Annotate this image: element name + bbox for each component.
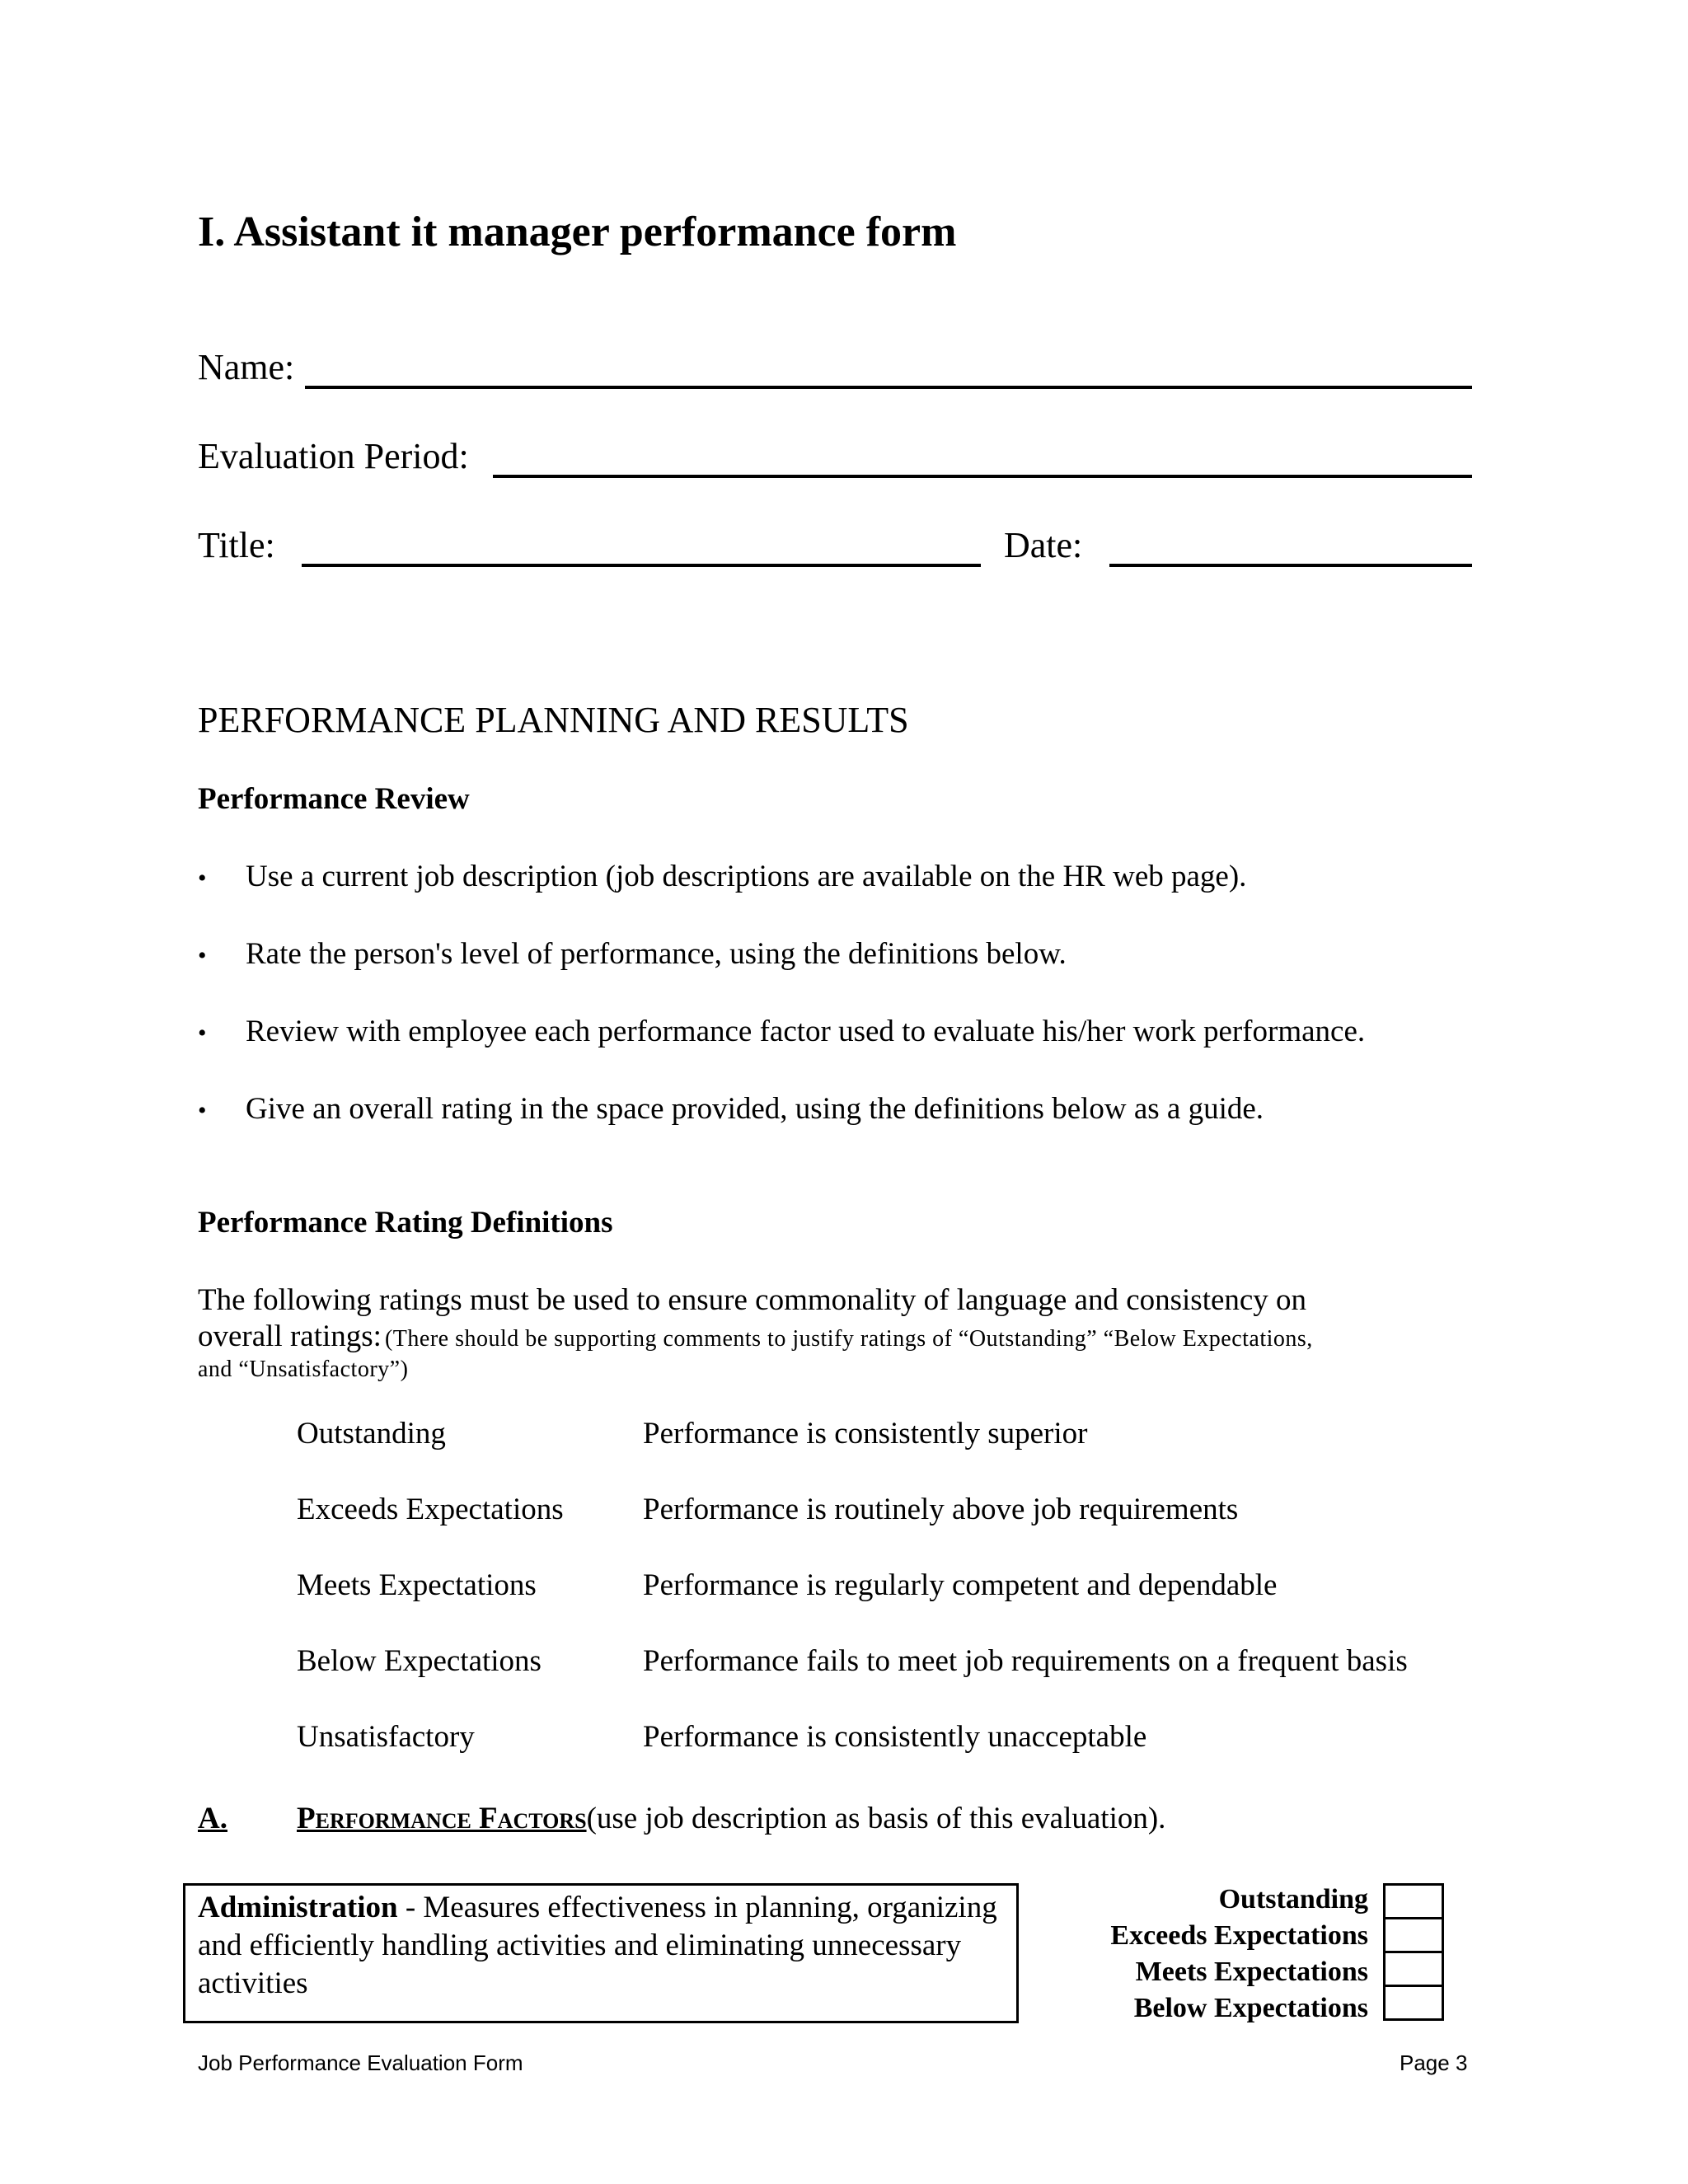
review-bullet-text: Use a current job description (job descriptions are available on the HR web page). <box>246 860 1247 893</box>
factor-note: (use job description as basis of this evaluation). <box>586 1802 1166 1835</box>
administration-description <box>198 1889 1006 2003</box>
title-label: Title: <box>198 525 275 565</box>
bullet-icon: • <box>198 865 207 892</box>
definition-term: Below Expectations <box>297 1644 542 1678</box>
rating-label-meets: Meets Expectations <box>1135 1957 1368 1987</box>
name-field-line[interactable] <box>305 386 1472 389</box>
administration-name: Administration <box>198 1891 398 1924</box>
performance-factors-heading <box>198 1801 1165 1836</box>
review-bullet-item <box>198 1091 1264 1127</box>
rating-checkbox-outstanding[interactable] <box>1383 1883 1444 1919</box>
title-field-line[interactable] <box>302 564 981 567</box>
definitions-intro-line1: The following ratings must be used to ensure commonality of language and consistency on <box>198 1283 1307 1317</box>
definition-term: Unsatisfactory <box>297 1720 475 1754</box>
definitions-intro-main: overall ratings: <box>198 1319 382 1353</box>
definition-description: Performance is consistently unacceptable <box>643 1720 1147 1754</box>
evaluation-period-field-line[interactable] <box>493 475 1472 478</box>
definition-term: Outstanding <box>297 1417 446 1451</box>
date-label: Date: <box>1004 525 1083 565</box>
date-field-line[interactable] <box>1109 564 1472 567</box>
factor-title: Performance Factors <box>297 1802 587 1835</box>
definitions-intro-line2 <box>198 1319 1313 1354</box>
definition-description: Performance fails to meet job requirements on a frequent basis <box>643 1644 1408 1678</box>
bullet-icon: • <box>198 942 207 969</box>
definition-description: Performance is consistently superior <box>643 1417 1088 1451</box>
definition-description: Performance is regularly competent and dependable <box>643 1568 1278 1602</box>
administration-text: - Measures effectiveness in planning, organizing and efficiently handling activities and eliminating unnecessary activities <box>198 1891 997 2000</box>
rating-checkbox-meets[interactable] <box>1383 1951 1444 1987</box>
rating-definitions-heading: Performance Rating Definitions <box>198 1206 613 1240</box>
review-bullet-item <box>198 859 1246 894</box>
definition-term: Meets Expectations <box>297 1568 537 1602</box>
rating-label-exceeds: Exceeds Expectations <box>1110 1920 1368 1951</box>
review-bullet-text: Give an overall rating in the space provided, using the definitions below as a guide. <box>246 1092 1264 1126</box>
review-bullet-item <box>198 936 1067 972</box>
bullet-icon: • <box>198 1097 207 1124</box>
definitions-intro-note-cont: and “Unsatisfactory”) <box>198 1357 409 1382</box>
bullet-icon: • <box>198 1019 207 1047</box>
definition-term: Exceeds Expectations <box>297 1493 564 1526</box>
section-heading: PERFORMANCE PLANNING AND RESULTS <box>198 700 909 740</box>
rating-checkbox-exceeds[interactable] <box>1383 1917 1444 1953</box>
rating-label-below: Below Expectations <box>1133 1993 1368 2023</box>
rating-checkbox-below[interactable] <box>1383 1985 1444 2021</box>
review-bullet-item <box>198 1014 1365 1049</box>
definitions-intro-note: (There should be supporting comments to justify ratings of “Outstanding” “Below Expectations, <box>384 1326 1313 1352</box>
name-label: Name: <box>198 347 295 387</box>
performance-review-heading: Performance Review <box>198 782 470 816</box>
evaluation-period-label: Evaluation Period: <box>198 436 469 476</box>
rating-label-outstanding: Outstanding <box>1218 1884 1368 1915</box>
review-bullet-text: Review with employee each performance factor used to evaluate his/her work performance. <box>246 1015 1366 1048</box>
footer-form-title: Job Performance Evaluation Form <box>198 2050 523 2075</box>
definition-description: Performance is routinely above job requirements <box>643 1493 1239 1526</box>
factor-letter: A. <box>198 1802 227 1835</box>
review-bullet-text: Rate the person's level of performance, using the definitions below. <box>246 937 1067 971</box>
page-title: I. Assistant it manager performance form <box>198 209 957 255</box>
footer-page-number: Page 3 <box>1400 2050 1468 2075</box>
